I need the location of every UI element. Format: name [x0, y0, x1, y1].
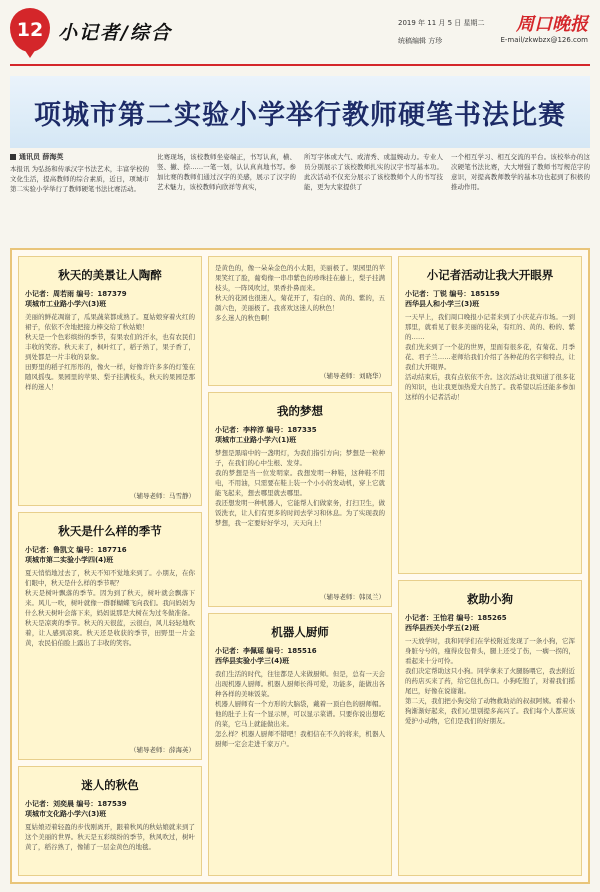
article-paragraph: 所写字体或大气、或清秀、或温婉动力。专业人员分别展示了该校教师扎实的汉字书写基本功。此次活动不仅充分展示了该校教师个人的书写技能，更为大家提供了	[304, 153, 443, 191]
essay-card	[18, 766, 202, 876]
essay-paragraph: 田野里的稻子红彤彤的，像火一样，好像许许多多的灯笼在随风摇曳。果园里的苹果、梨子挂满枝头，秋天的果园是那样的迷人！	[25, 363, 195, 391]
essay-title: 机器人厨师	[271, 625, 329, 639]
essay-body	[215, 448, 385, 590]
article-paragraph: 本报讯 为弘扬和传承汉字书法艺术，丰富学校的文化生活，提高教师的综合素质，近日，项城市第二实验小学举行了教师硬笔书法比赛活动。	[10, 165, 149, 193]
essay-body	[215, 669, 385, 871]
essay-school: 西华县实验小学三(4)班	[215, 657, 290, 665]
essay-paragraph: 是黄色的，像一朵朵金色的小太阳，美丽极了。果园里的苹果笑红了脸，葡萄像一串串紫色的珍珠挂在藤上，梨子挂满枝头，一阵风吹过，果香扑鼻而来。	[215, 264, 385, 292]
section-title: 小记者/综合	[58, 22, 172, 44]
essay-card	[208, 392, 392, 607]
essay-paragraph: 我的梦想是当一位发明家。我想发明一种鞋，这种鞋不用电，不用油，只需要在鞋上装一个小小的发动机，穿上它就能飞起来，想去哪里就去哪里。	[215, 469, 385, 497]
essay-author: 小记者：丁锐 编号：185159	[405, 290, 500, 298]
student-essays-section	[10, 248, 590, 884]
essay-paragraph: 一天放学时，我和同学们在学校附近发现了一条小狗，它浑身脏兮兮的，瘦得皮包骨头，腿上还受了伤，一瘸一拐的，看起来十分可怜。	[405, 637, 575, 665]
essay-school: 西华县人和小学三(3)班	[405, 300, 480, 308]
essay-author: 小记者：李梓淳 编号：187335	[215, 426, 317, 434]
essay-title: 秋天是什么样的季节	[58, 524, 162, 538]
page-number-badge: 12	[10, 8, 50, 52]
masthead-info	[398, 10, 588, 62]
byline: 通讯员 薛海英	[10, 152, 149, 162]
badge-tail-shape	[22, 46, 38, 58]
square-bullet-icon	[10, 154, 16, 160]
essay-body	[25, 822, 195, 871]
article-paragraph: 比赛现场，该校教师坐姿端正，书写认真，横、竖、撇、捺……一笔一划，认认真真地书写。参加比赛的教师们通过汉字的美感，展示了汉字的艺术魅力，该校教师向欣祥等真实，	[157, 153, 296, 191]
essay-title: 迷人的秋色	[81, 778, 139, 792]
headline-banner	[10, 76, 590, 148]
essay-paragraph: 我还想发明一种机器人，它能帮人们做家务，打扫卫生，做饭洗衣，让人们有更多的时间去学习和休息。为了实现我的梦想，我一定要好好学习，天天向上！	[215, 499, 385, 527]
essay-paragraph: 梦想是黑暗中的一盏明灯，为我们指引方向；梦想是一粒种子，在我们的心中生根、发芽。	[215, 449, 385, 467]
page-header	[0, 0, 600, 68]
essay-paragraph: 我们先来到了一个花的世界，里面有很多花，有菊花、月季花、君子兰……老师给我们介绍了各种花的名字和特点，让我们大开眼界。	[405, 343, 575, 371]
essay-paragraph: 夏姑娘迈着轻盈的步伐刚离开，跟着秋风的秋姑娘就来到了这个美丽的世界。秋天是五彩缤纷的季节，秋风吹过，树叶黄了，稻谷熟了，像铺了一层金黄色的地毯。	[25, 823, 195, 851]
header-divider	[10, 64, 590, 66]
news-article	[10, 152, 590, 244]
essay-author: 小记者：周若雨 编号：187379	[25, 290, 127, 298]
contact-email: E-mail/zkwbzx@126.com	[500, 36, 588, 44]
essay-school: 项城市工业路小学六(1)班	[215, 436, 297, 444]
essay-teacher: （辅导老师：薛海英）	[130, 746, 195, 754]
essay-title: 我的梦想	[277, 404, 323, 418]
essay-paragraph: 我们决定帮助这只小狗。同学拿来了火腿肠喂它，我去附近的药店买来了药，给它包扎伤口。小狗吃饱了，对着我们摇尾巴，好像在说谢谢。	[405, 667, 575, 695]
essay-column-middle	[208, 256, 392, 876]
essay-card	[18, 256, 202, 506]
essay-paragraph: 活动结束后，我有点依依不舍。这次活动让我知道了很多花的知识，也让我更加热爱大自然了。我希望以后还能多参加这样的小记者活动！	[405, 373, 575, 401]
essay-paragraph: 秋天是凉爽的季节。秋天的天很蓝，云很白，风儿轻轻地吹着，让人感到凉爽。秋天还是收获的季节，田野里一片金黄，农民伯伯脸上露出了丰收的笑容。	[25, 619, 195, 647]
essay-card	[18, 512, 202, 760]
article-column	[10, 152, 149, 244]
essay-card	[208, 613, 392, 876]
essay-card	[398, 256, 582, 574]
essay-column-left	[18, 256, 202, 876]
newspaper-logo: 周口晚报	[516, 14, 588, 35]
essay-paragraph: 秋天是树叶飘落的季节。因为到了秋天，树叶就会飘落下来。风儿一吹，树叶就像一群群蝴蝶飞向我们。我问妈妈为什么秋天树叶会落下来，妈妈说那是大树在为过冬做准备。	[25, 589, 195, 617]
editor-credit: 统稿编辑 方珍	[398, 37, 443, 45]
essay-body	[405, 312, 575, 569]
essay-paragraph: 美丽的鲜花凋谢了，瓜果蔬菜都成熟了。夏姑娘穿着火红的裙子，依依不舍地把接力棒交给了秋姑娘！	[25, 313, 195, 331]
essay-paragraph: 我们生活的时代，往往都是人来做厨师。但是，总有一天会出现机器人厨师。机器人厨师长得可爱，功能多，能做出各种各样的美味饭菜。	[215, 670, 385, 698]
essay-title: 救助小狗	[467, 592, 513, 606]
essay-teacher: （辅导老师：马雪静）	[130, 492, 195, 500]
essay-paragraph: 第二天，我们把小狗交给了动物救助站的叔叔阿姨。看着小狗渐渐好起来，我们心里别提多高兴了。我们每个人都应该爱护小动物，它们是我们的好朋友。	[405, 697, 575, 725]
essay-school: 项城市文化路小学六(3)班	[25, 810, 107, 818]
essay-author: 小记者：李佩瑶 编号：185516	[215, 647, 317, 655]
essay-body	[405, 636, 575, 871]
essay-teacher: （辅导老师：韩凤兰）	[320, 593, 385, 601]
issue-date: 2019 年 11 月 5 日 星期二	[398, 19, 485, 27]
essay-title: 小记者活动让我大开眼界	[426, 268, 554, 282]
essay-body	[25, 312, 195, 489]
essay-continuation	[208, 256, 392, 386]
article-column	[157, 152, 296, 244]
essay-paragraph: 一天早上，我们周口晚报小记者来到了小庆花卉市场。一到那里，就看见了很多美丽的花朵，有红的、黄的、粉的、紫的……	[405, 313, 575, 341]
essay-author: 小记者：刘奕晨 编号：187539	[25, 800, 127, 808]
main-headline: 项城市第二实验小学举行教师硬笔书法比赛	[34, 99, 566, 131]
article-column	[451, 152, 590, 244]
essay-school: 项城市工业路小学六(3)班	[25, 300, 107, 308]
essay-paragraph: 秋天的花园也很迷人，菊花开了，有白的、黄的、紫的，五颜六色，美丽极了。我喜欢这迷人的秋色！	[215, 294, 385, 312]
essay-author: 小记者：王怡君 编号：185265	[405, 614, 507, 622]
essay-school: 项城市第二实验小学四(4)班	[25, 556, 114, 564]
essay-school: 西华县西关小学五(2)班	[405, 624, 480, 632]
essay-teacher: （辅导老师：刘晓华）	[320, 372, 385, 380]
article-paragraph: 一个相互学习、相互交流的平台。该校举办的这次硬笔书法比赛，大大增强了教师书写规范字的意识，对提高教师教学的基本功也起到了积极的推动作用。	[451, 153, 590, 191]
essay-body	[215, 263, 385, 369]
essay-paragraph: 秋天是一个色彩缤纷的季节，有果农们的汗水，也有农民们丰收的笑容。秋天来了，枫叶红了，稻子熟了，果子香了，到处都是一片丰收的景象。	[25, 333, 195, 361]
article-column	[304, 152, 443, 244]
essay-paragraph: 怎么样？机器人厨师不错吧！我相信在不久的将来，机器人厨师一定会走进千家万户。	[215, 730, 385, 748]
essay-paragraph: 夏天悄悄地过去了，秋天不知不觉地来到了。小朋友，在你们眼中，秋天是什么样的季节呢？	[25, 569, 195, 587]
essay-author: 小记者：鲁凯文 编号：187716	[25, 546, 127, 554]
essay-title: 秋天的美景让人陶醉	[58, 268, 162, 282]
essay-paragraph: 机器人厨师有一个方形的大脑袋，戴着一顶白色的厨师帽。他的肚子上有一个显示屏，可以显示菜谱。只要你说出想吃的菜，它马上就能做出来。	[215, 700, 385, 728]
essay-column-right	[398, 256, 582, 876]
essay-card	[398, 580, 582, 876]
essay-body	[25, 568, 195, 743]
essay-paragraph: 多么迷人的秋色啊！	[215, 314, 274, 322]
